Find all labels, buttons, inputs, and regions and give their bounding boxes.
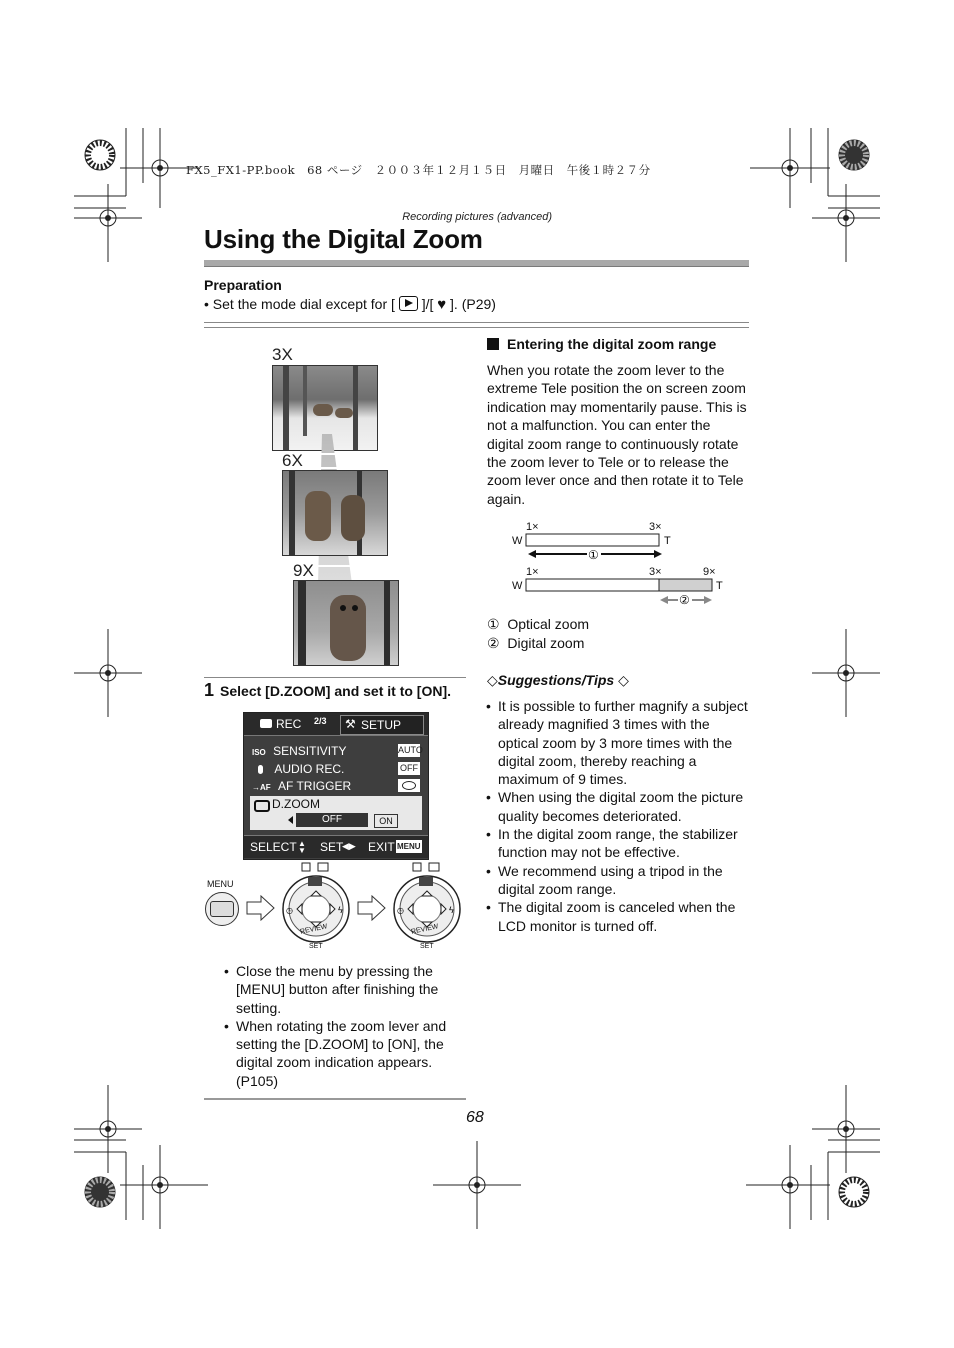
lcd-tab-setup: SETUP [361,718,402,732]
menu-button[interactable] [205,892,239,926]
playback-mode-icon [399,296,418,311]
lcd-tab-bar [244,713,428,736]
af-icon: →AF [252,783,271,792]
left-right-icon: ◀▶ [342,841,356,851]
step-text: Select [D.ZOOM] and set it to [ON]. [220,683,452,699]
dzoom-icon [254,800,270,812]
heart-icon: ♥ [437,296,447,313]
deer-photo-9x [293,580,399,666]
review-label: REVIEW [410,923,440,936]
up-down-icon: ▲ ▼ [298,839,306,855]
divider-left-bottom [204,1098,466,1100]
set-label: SET [420,943,434,950]
menu-button-label: MENU [207,879,234,889]
zoom-range-diagram [508,517,728,609]
list-item: • It is possible to further magnify a subject already magnified 3 times with the optical zoom by 3 more times with the digital zoom, thereby reaching a maximum of 9 times. [486,697,750,788]
step-number: 1 [204,680,215,700]
zoom-label-9x: 9X [293,561,314,580]
label-w: W [512,535,523,547]
marker-1: ① [588,548,599,562]
iso-icon: ISO [252,748,266,757]
diamond-icon: ◇ [487,672,498,688]
label-t: T [664,535,671,547]
lcd-tab-rec: REC [276,717,302,731]
title-underline-bar [204,260,749,267]
legend-optical: ① Optical zoom [487,616,590,632]
camera-icon [260,719,272,728]
svg-text:◷: ◷ [286,906,293,915]
list-item: • We recommend using a tripod in the digital zoom range. [486,862,750,899]
lcd-row-af-trigger: →AF AF TRIGGER [252,778,420,794]
arrow-right-icon [246,895,276,921]
arrow-right-icon [357,895,387,921]
lcd-option-off[interactable]: OFF [296,813,368,827]
list-item: • The digital zoom is canceled when the LCD monitor is turned off. [486,898,750,935]
zoom-label-6x: 6X [282,451,303,470]
deer-photo-6x [282,470,388,556]
tips-heading: ◇Suggestions/Tips ◇ [487,672,629,688]
preparation-heading: Preparation [204,277,282,293]
lcd-row-audio-rec: AUDIO REC. OFF [252,761,420,777]
label-3x: 3× [649,521,662,533]
print-header-line: FX5_FX1-PP.book 68 ページ ２００３年１２月１５日 月曜日 午後１時２７分 [186,163,651,177]
setup-icon: ⚒ [345,717,356,731]
lcd-row-sensitivity: ISO SENSITIVITY AUTO [252,744,423,758]
lcd-row-dzoom[interactable] [250,796,422,830]
lcd-value-sensitivity: AUTO [398,745,423,755]
label-t-second: T [716,580,723,592]
label-9x: 9× [703,566,716,578]
zoom-label-3x: 3X [272,345,293,364]
divider-top [204,322,749,323]
label-1x: 1× [526,521,539,533]
set-label: SET [309,943,323,950]
svg-text:◷: ◷ [397,906,404,915]
cursor-pad-right[interactable] [389,862,465,952]
page-number: 68 [466,1109,484,1126]
list-item: • When using the digital zoom the picture quality becomes deteriorated. [486,788,750,825]
lcd-menu-badge: MENU [397,842,421,851]
marker-2: ② [679,593,690,607]
digital-zoom-range-heading: Entering the digital zoom range [487,336,716,352]
lcd-dzoom-label: D.ZOOM [272,797,320,811]
divider-left-step [204,677,466,678]
lcd-value-audio-rec: OFF [400,763,418,773]
step-1 [204,680,451,701]
section-label: Recording pictures (advanced) [402,211,552,223]
mic-icon [258,765,263,774]
setup-tab [340,715,424,735]
left-notes-list [224,962,464,1090]
divider-top-2 [204,327,749,328]
square-bullet-icon [487,338,499,350]
preparation-text: • Set the mode dial except for [ ]/[ ♥ ]. (P29) [204,296,496,313]
lcd-page-indicator: 2/3 [314,716,327,726]
shutter-button-icon [398,779,420,792]
lcd-footer: SELECT ▲ ▼ SET ◀▶ EXIT MENU [244,835,428,858]
list-item: • Close the menu by pressing the [MENU] button after finishing the setting. [224,962,464,1017]
digital-zoom-range-text: When you rotate the zoom lever to the extreme Tele position the on screen zoom indication may momentarily pause. This is not a malfunction. You can enter the digital zoom range to continuously rotate the zoom lever to Tele or to release the zoom lever once and then rotate it to Tele again. [487,362,747,507]
page-title: Using the Digital Zoom [204,224,483,254]
diamond-icon: ◇ [618,672,629,688]
legend-digital: ② Digital zoom [487,635,585,651]
label-w-second: W [512,580,523,592]
review-label: REVIEW [299,923,329,936]
lcd-option-on[interactable]: ON [374,814,398,828]
svg-text:ϟ: ϟ [449,905,454,915]
label-3x-second: 3× [649,566,662,578]
list-item: • When rotating the zoom lever and setting the [D.ZOOM] to [ON], the digital zoom indication appears. (P105) [224,1017,464,1090]
list-item: • In the digital zoom range, the stabilizer function may not be effective. [486,825,750,862]
svg-text:ϟ: ϟ [338,905,343,915]
tips-list [486,697,750,935]
left-arrow-icon [288,816,293,824]
label-1x-second: 1× [526,566,539,578]
lcd-menu-screen [243,712,429,860]
cursor-pad-up[interactable] [278,862,354,952]
